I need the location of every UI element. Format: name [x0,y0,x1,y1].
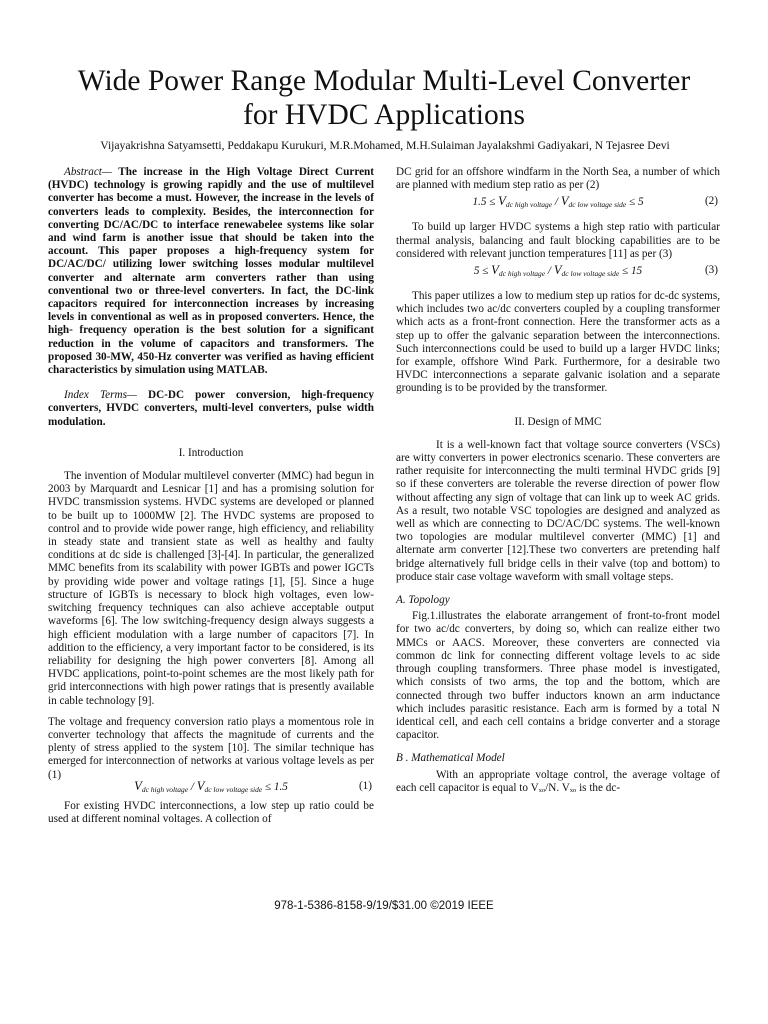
intro-paragraph-1: The invention of Modular multilevel converter (MMC) had begun in 2003 by Marquardt and Lesnicar [1] and has a promising solution for HVDC transmission systems. HVDC systems are developed or planned to be built up to 1000MW [2]. The HVDC systems are proposed to control and to provide wide power range, high efficiency, and reliability in steady state and transient state as well as healthy and faulty conditions at dc side is challenged [3]-[4]. In particular, the generalized MMC benefits from its scalability with power IGBTs and power IGCTs by providing wide power and voltage ratings [1], [5]. Since a huge structure of IGBTs is necessary to block high voltages, even low-switching frequency techniques can also achieve acceptable output waveforms [6]. The low switching-frequency design always suggests a high efficient modulation with a large number of capacitors [7]. In addition to the efficiency, a very important factor to be considered, is its reliability for designing the high power converters [8]. Among all HVDC applications, point-to-point schemes are the most likely path for grid interconnections with high power ratings that is presently available in cable technology [9]. [48,470,374,707]
right-column [396,166,720,803]
title-line-2: for HVDC Applications [243,99,525,131]
section-heading-design-of-mmc: II. Design of MMC [514,415,602,428]
abstract-text: The increase in the High Voltage Direct Current (HVDC) technology is growing rapidly and the use of multilevel converter has become a must. However, the increase in the levels of converters leads to complexity. Besides, the interconnection for converting DC/AC/DC to interface renewabelee systems like solar and wind farm is another issue that should be taken into the account. This paper proposes a high-frequency system for DC/AC/DC/ utilizing lower switching losses modular multilevel converter and alternate arm converters rather than using conventional two or three-level converters. In fact, the DC-link capacitors required for interconnection increases by increasing levels in conventional as well as in proposed converters. Hence, the high- frequency operation is the best solution for a significant reduction in the volume of capacitors and transformers. The proposed 30-MW, 450-Hz converter was verified as having efficient characteristics by simulation using MATLAB. [48,166,374,377]
intro-paragraph-2: The voltage and frequency conversion ratio plays a momentous role in converter technology that affects the magnitude of currents and the plenty of stress applied to the system [10]. The similar technique has emerged for interconnection of networks at various voltage levels as per (1) [48,715,374,781]
abstract [48,166,374,377]
page-footer-copyright: 978-1-5386-8158-9/19/$31.00 ©2019 IEEE [274,900,494,912]
right-paragraph-3: This paper utilizes a low to medium step up ratios for dc-dc systems, which includes two ac/dc converters coupled by a coupling transformer which acts as a front-front connection. Here the transformer acts as a step up to offer the galvanic separation between the interconnections. Such interconnections could be used to build up a larger HVDC links; for example, offshore Wind Park. Furthermore, for a desirable two HVDC interconnections a separate galvanic isolation and a separate grounding is to be provided by the transformer. [396,290,720,395]
equation-3 [396,264,720,280]
design-paragraph-1: It is a well-known fact that voltage source converters (VSCs) are witty converters in power electronics scenario. These converters are rather requisite for interconnecting the multi terminal HVDC grids [9] so if these converters are tolerable the reverse direction of power flow without affecting any sign of voltage that can link up to week AC grids. As a result, two notable VSC topologies are designed and analyzed as well as which are connecting to DC/AC/DC systems. The well-known two topologies are modular multilevel converter (MMC) [1] and alternate arm converter [12].These two converters are pretending half bridge alternatively full bridge cells in their valve (top and bottom) to produce stair case voltage waveform with small voltage steps. [396,438,720,583]
math-model-paragraph: With an appropriate voltage control, the average voltage of each cell capacitor is equal to Vₓₒ/N. Vₓₒ is the dc- [396,768,720,794]
equation-2-number: (2) [704,195,718,208]
author-list: Vijayakrishna Satyamsetti, Peddakapu Kurukuri, M.R.Mohamed, M.H.Sulaiman Jayalakshmi Gadiyakari, N Tejasree Devi [100,139,670,152]
index-terms-text: DC-DC power conversion, high-frequency converters, HVDC converters, multi-level converters, pulse width modulation. [48,389,374,428]
topology-paragraph: Fig.1.illustrates the elaborate arrangement of front-to-front model for two ac/dc converters, by doing so, which can realize either two MMCs or AACS. Moreover, these converters are connected via common dc link for connecting different voltage levels to ac side through coupling transformers. Three phase model is investigated, which consists of two arms, the top and the bottom, which are connected through two buffer inductors known an arm inductance which includes parasitic resistance. Each arm is formed by a total N identical cell, and each cell contains a bridge converter and a storage capacitor. [396,610,720,742]
index-terms-label: Index Terms— [64,389,137,402]
equation-1 [48,780,374,794]
section-heading-introduction: I. Introduction [178,446,244,459]
index-terms [48,389,374,429]
right-paragraph-2: To build up larger HVDC systems a high step ratio with particular thermal analysis, balancing and fault blocking capabilities are to be considered with relevant junction temperatures [11] as per (3) [396,221,720,260]
paper-title [0,64,768,132]
equation-3-number: (3) [704,264,718,277]
subsection-topology: A. Topology [396,594,450,607]
equation-1-formula: $V_{dc high voltage} / V_{dc low voltage side} \le 1.5$ [134,778,288,794]
equation-1-number: (1) [358,779,372,792]
left-column [48,166,374,834]
equation-2-formula: $1.5 \le V_{dc high voltage} / V_{dc low voltage side} \le 5$ [472,194,644,210]
abstract-label: Abstract— [64,166,112,178]
intro-paragraph-3: For existing HVDC interconnections, a low step up ratio could be used at different nominal voltages. A collection of [48,799,374,825]
equation-2 [396,195,720,211]
right-paragraph-1: DC grid for an offshore windfarm in the North Sea, a number of which are planned with medium step ratio as per (2) [396,166,720,192]
equation-3-formula: $5 \le V_{dc high voltage} / V_{dc low voltage side} \le 15$ [473,263,643,279]
title-line-1: Wide Power Range Modular Multi-Level Converter [77,65,691,97]
subsection-mathematical-model: B . Mathematical Model [396,752,505,765]
